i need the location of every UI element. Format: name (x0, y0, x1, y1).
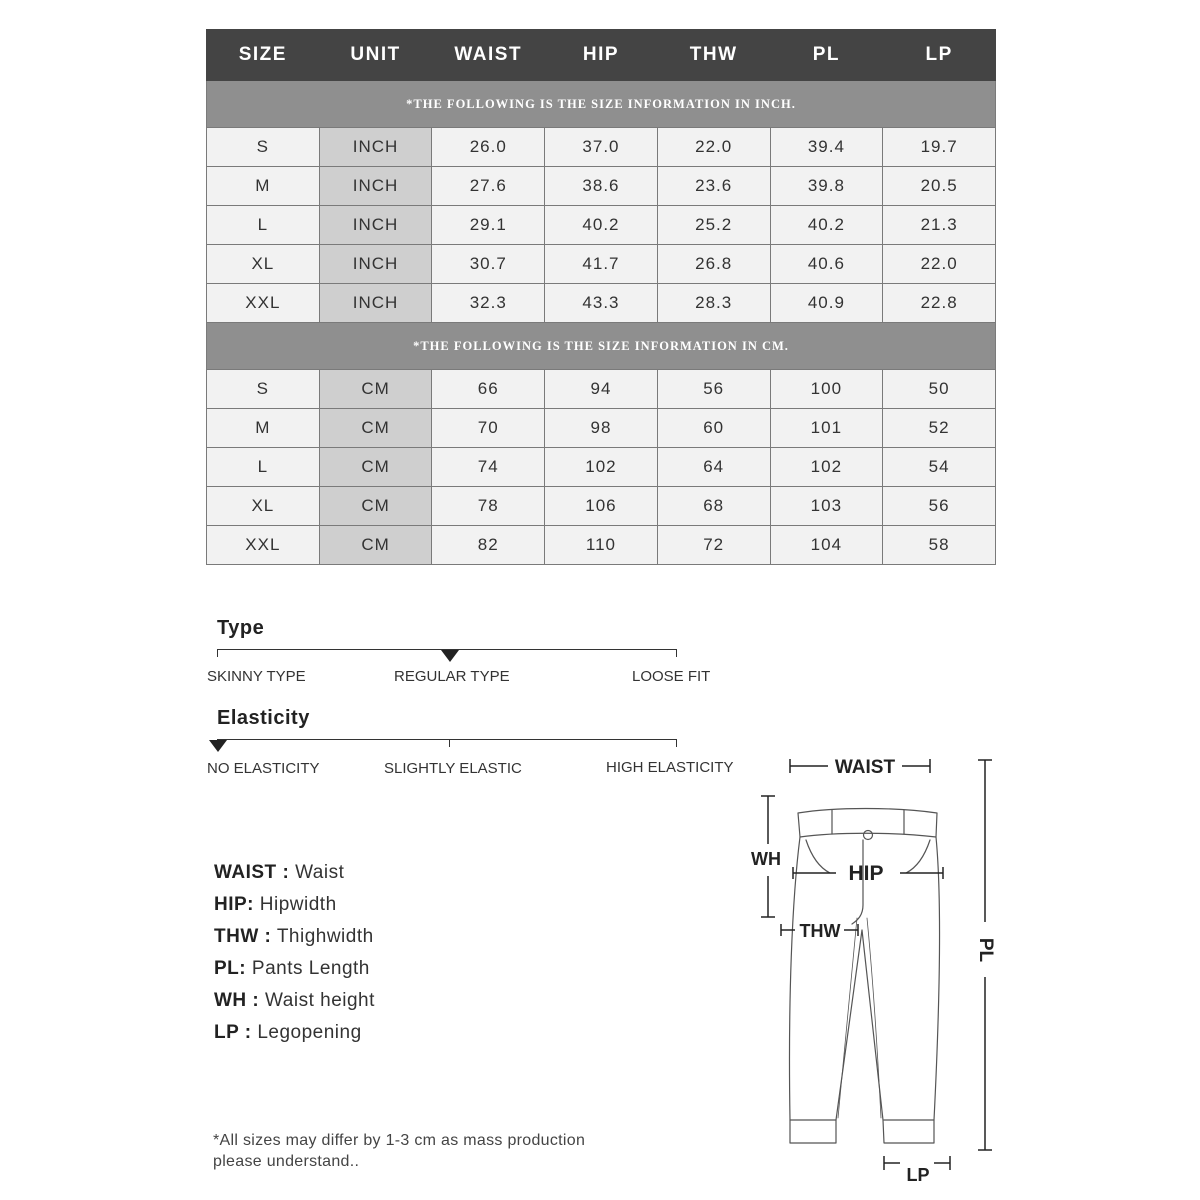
legend-key: WAIST : (214, 862, 290, 883)
type-scale-marker (441, 650, 459, 662)
cell-pl: 40.2 (770, 206, 883, 245)
legend-desc: Waist height (265, 990, 375, 1011)
cell-size: XXL (207, 526, 320, 565)
cell-unit: CM (319, 487, 432, 526)
table-row (207, 487, 996, 526)
legend-desc: Waist (295, 862, 345, 883)
legend-item (214, 862, 375, 894)
table-row (207, 448, 996, 487)
cell-lp: 56 (883, 487, 996, 526)
disclaimer-line-1: *All sizes may differ by 1-3 cm as mass production (213, 1132, 586, 1149)
diagram-label-thw: THW (799, 921, 841, 941)
cell-waist: 30.7 (432, 245, 545, 284)
cell-thw: 56 (657, 370, 770, 409)
cell-lp: 19.7 (883, 128, 996, 167)
cell-waist: 26.0 (432, 128, 545, 167)
cell-unit: INCH (319, 167, 432, 206)
cell-thw: 23.6 (657, 167, 770, 206)
cell-hip: 102 (545, 448, 658, 487)
cell-size: L (207, 206, 320, 245)
cell-size: XXL (207, 284, 320, 323)
elasticity-scale-line (217, 739, 677, 740)
cell-unit: INCH (319, 128, 432, 167)
legend-key: HIP: (214, 894, 254, 915)
cell-waist: 66 (432, 370, 545, 409)
cell-pl: 102 (770, 448, 883, 487)
type-label-loose: LOOSE FIT (632, 668, 711, 685)
cell-waist: 32.3 (432, 284, 545, 323)
table-section-row (207, 81, 996, 128)
table-section-row (207, 323, 996, 370)
cell-hip: 106 (545, 487, 658, 526)
cell-unit: CM (319, 409, 432, 448)
table-row (207, 284, 996, 323)
cell-pl: 40.9 (770, 284, 883, 323)
inner-leg-line-left (838, 918, 857, 1118)
elasticity-scale-tick-mid (449, 739, 450, 747)
legend-key: WH : (214, 990, 260, 1011)
legend-key: THW : (214, 926, 272, 947)
cell-waist: 82 (432, 526, 545, 565)
legend-desc: Pants Length (251, 958, 370, 979)
cell-pl: 39.4 (770, 128, 883, 167)
cell-lp: 50 (883, 370, 996, 409)
cell-unit: CM (319, 370, 432, 409)
cell-size: M (207, 167, 320, 206)
legend-item (214, 926, 375, 958)
header-pl: PL (770, 30, 883, 81)
diagram-label-lp: LP (906, 1165, 930, 1185)
legend-desc: Thighwidth (276, 926, 374, 947)
cell-lp: 22.0 (883, 245, 996, 284)
size-chart-table (206, 29, 996, 565)
pants-measurement-diagram (740, 740, 1010, 1190)
table-row (207, 409, 996, 448)
section-note: *THE FOLLOWING IS THE SIZE INFORMATION IN CM. (207, 323, 996, 370)
header-waist: WAIST (432, 30, 545, 81)
cell-lp: 54 (883, 448, 996, 487)
cell-lp: 22.8 (883, 284, 996, 323)
diagram-label-pl: PL (975, 937, 996, 963)
cell-thw: 64 (657, 448, 770, 487)
cell-hip: 41.7 (545, 245, 658, 284)
legend-item (214, 1022, 375, 1054)
cell-lp: 20.5 (883, 167, 996, 206)
cell-unit: INCH (319, 206, 432, 245)
cell-thw: 60 (657, 409, 770, 448)
cell-waist: 27.6 (432, 167, 545, 206)
cell-lp: 21.3 (883, 206, 996, 245)
legend-desc: Legopening (257, 1022, 362, 1043)
cell-size: XL (207, 487, 320, 526)
legend-item (214, 958, 375, 990)
cell-waist: 70 (432, 409, 545, 448)
cell-waist: 74 (432, 448, 545, 487)
elasticity-scale-title: Elasticity (217, 707, 310, 729)
table-row (207, 128, 996, 167)
cell-pl: 104 (770, 526, 883, 565)
disclaimer-line-2: please understand.. (213, 1153, 360, 1170)
cell-pl: 39.8 (770, 167, 883, 206)
legend-key: LP : (214, 1022, 252, 1043)
section-note: *THE FOLLOWING IS THE SIZE INFORMATION IN INCH. (207, 81, 996, 128)
cell-pl: 100 (770, 370, 883, 409)
elasticity-scale-tick-end (676, 739, 677, 747)
elasticity-scale-marker (209, 740, 227, 752)
header-thw: THW (657, 30, 770, 81)
pocket-right (906, 840, 930, 873)
table-body (207, 81, 996, 565)
legend-desc: Hipwidth (259, 894, 337, 915)
legend-item (214, 990, 375, 1022)
elasticity-label-slight: SLIGHTLY ELASTIC (384, 760, 522, 777)
cell-size: S (207, 370, 320, 409)
diagram-label-waist: WAIST (834, 757, 896, 778)
cell-pl: 40.6 (770, 245, 883, 284)
cell-hip: 43.3 (545, 284, 658, 323)
elasticity-label-high: HIGH ELASTICITY (606, 759, 734, 776)
pants-waistband (798, 809, 937, 838)
header-lp: LP (883, 30, 996, 81)
cell-pl: 101 (770, 409, 883, 448)
header-size: SIZE (207, 30, 320, 81)
type-scale-tick-start (217, 649, 218, 657)
legend-key: PL: (214, 958, 247, 979)
cell-thw: 72 (657, 526, 770, 565)
cell-size: XL (207, 245, 320, 284)
pants-button (864, 831, 873, 840)
cell-size: M (207, 409, 320, 448)
cell-unit: INCH (319, 284, 432, 323)
cell-thw: 26.8 (657, 245, 770, 284)
cell-hip: 110 (545, 526, 658, 565)
cell-unit: CM (319, 448, 432, 487)
cell-lp: 58 (883, 526, 996, 565)
cell-thw: 25.2 (657, 206, 770, 245)
type-label-regular: REGULAR TYPE (394, 668, 510, 685)
header-hip: HIP (545, 30, 658, 81)
diagram-label-wh: WH (751, 849, 781, 869)
type-label-skinny: SKINNY TYPE (207, 668, 306, 685)
table-row (207, 206, 996, 245)
table-row (207, 245, 996, 284)
cell-hip: 38.6 (545, 167, 658, 206)
table-row (207, 526, 996, 565)
legend-item (214, 894, 375, 926)
cell-unit: CM (319, 526, 432, 565)
cell-waist: 78 (432, 487, 545, 526)
pocket-left (806, 840, 830, 873)
size-disclaimer (213, 1130, 585, 1172)
cell-hip: 40.2 (545, 206, 658, 245)
type-scale-title: Type (217, 617, 265, 639)
table-row (207, 370, 996, 409)
cell-lp: 52 (883, 409, 996, 448)
cell-pl: 103 (770, 487, 883, 526)
cell-size: S (207, 128, 320, 167)
cell-thw: 68 (657, 487, 770, 526)
cell-thw: 22.0 (657, 128, 770, 167)
table-row (207, 167, 996, 206)
cell-size: L (207, 448, 320, 487)
measurement-legend (214, 862, 375, 1054)
table-header-row (207, 30, 996, 81)
type-scale-tick-end (676, 649, 677, 657)
header-unit: UNIT (319, 30, 432, 81)
cell-waist: 29.1 (432, 206, 545, 245)
cell-hip: 94 (545, 370, 658, 409)
cell-hip: 98 (545, 409, 658, 448)
cell-hip: 37.0 (545, 128, 658, 167)
diagram-label-hip: HIP (848, 862, 884, 885)
cell-thw: 28.3 (657, 284, 770, 323)
cell-unit: INCH (319, 245, 432, 284)
elasticity-label-none: NO ELASTICITY (207, 760, 320, 777)
